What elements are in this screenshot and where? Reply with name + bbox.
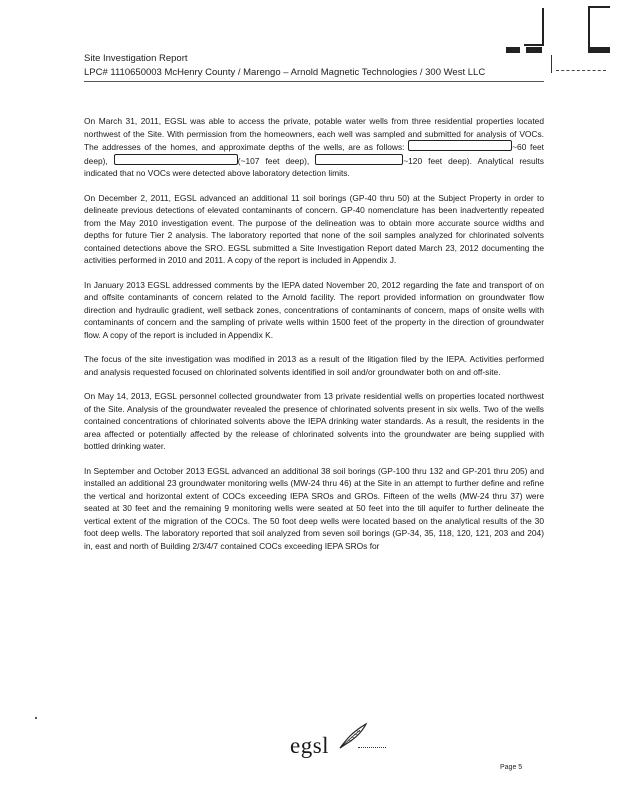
report-body <box>84 115 544 564</box>
stamp-tick <box>551 55 552 73</box>
stamp-bar <box>526 47 542 53</box>
corner-stamp-right <box>588 6 610 50</box>
redaction-box <box>315 154 403 165</box>
egsl-logo: egsl <box>290 733 330 758</box>
paragraph-focus-2013: The focus of the site investigation was modified in 2013 as a result of the litigation filed by the IEPA. Activities performed and analysis requested focused on chlorinated solvents identified in soil and/or groundwater both on and off-site. <box>84 354 544 377</box>
logo-dotted-line <box>358 747 386 748</box>
report-subtitle: LPC# 1110650003 McHenry County / Marengo – Arnold Magnetic Technologies / 300 West LLC <box>84 67 486 78</box>
paragraph-may-2013: On May 14, 2013, EGSL personnel collected groundwater from 13 private residential wells on properties located northwest of the Site. Analysis of the groundwater revealed the presence of chlorinated solvents present in six wells. Two of the wells contained concentrations of chlorinated solvents above the IEPA drinking water standards. As a result, the residents in the area affected or potentially affected by the release of chlorinated solvents into the groundwater are being supplied with bottled drinking water. <box>84 391 544 451</box>
paragraph-borings-2011: On December 2, 2011, EGSL advanced an additional 11 soil borings (GP-40 thru 50) at the Subject Property in order to delineate previous detections of elevated contaminants of concern. GP-40 nomenclature has been inadvertently repeated from the May 2010 investigation event. The purpose of the delineation was to obtain more accurate source widths and depths for future Tier 2 analysis. The laboratory reported that none of the soil samples analyzed for chlorinated solvents contained detections above the SRO. EGSL submitted a Site Investigation Report dated March 23, 2012 documenting the activities performed in 2010 and 2011. A copy of the report is included in Appendix J. <box>84 192 544 265</box>
scan-speck <box>35 717 37 719</box>
paragraph-wells-2011 <box>84 115 544 180</box>
stamp-dash-line <box>556 70 606 71</box>
corner-stamp-left <box>524 8 544 46</box>
page-header <box>84 52 485 80</box>
feather-icon <box>338 722 370 750</box>
report-title: Site Investigation Report <box>84 53 188 64</box>
stamp-bar <box>588 47 610 53</box>
paragraph-text: ~60 feet deep), <box>84 142 544 166</box>
paragraph-january-2013: In January 2013 EGSL addressed comments by the IEPA dated November 20, 2012 regarding the fate and transport of on and offsite contaminants of concern related to the Arnold facility. The report provided information on groundwater flow direction and hydraulic gradient, well setback zones, concentrations of contaminants of concern, maps of onsite wells with contaminants of concern and the sampling of private wells within 1500 feet of the property in the direction of groundwater flow. A copy of the report is included in Appendix K. <box>84 279 544 340</box>
paragraph-text: ~120 feet deep). Analytical results indicated that no VOCs were detected above laboratory detection limits. <box>84 155 544 178</box>
header-divider <box>84 81 544 82</box>
page-number: Page 5 <box>500 764 523 771</box>
stamp-bar <box>506 47 520 53</box>
paragraph-text: (~107 feet deep), <box>237 155 316 166</box>
paragraph-fall-2013: In September and October 2013 EGSL advanced an additional 38 soil borings (GP-100 thru 132 and GP-201 thru 205) and installed an additional 23 groundwater monitoring wells (MW-24 thru 46) at the Site in an attempt to further define and refine the vertical and horizontal extent of COCs exceeding IEPA SROs and GROs. Fifteen of the wells (MW-24 thru 37) were seated at 30 feet and the remaining 9 monitoring wells were seated at 50 feet into the till aquifer to further delineate the vertical extent of the migration of the COCs. The 50 foot deep wells were located based on the analytical results of the 30 foot deep wells. The laboratory reported that soil analyzed from seven soil borings (GP-34, 35, 118, 120, 121, 203 and 204) in, east and north of Building 2/3/4/7 contained COCs exceeding IEPA SROs for <box>84 465 544 551</box>
paragraph-text: On March 31, 2011, EGSL was able to access the private, potable water wells from three residential properties located northwest of the Site. With permission from the homeowners, each well was sampled and submitted for analysis of VOCs. The addresses of the homes, and approximate depths of the wells, are as follows: <box>84 116 544 152</box>
redaction-box <box>408 140 512 151</box>
redaction-box <box>114 154 238 165</box>
